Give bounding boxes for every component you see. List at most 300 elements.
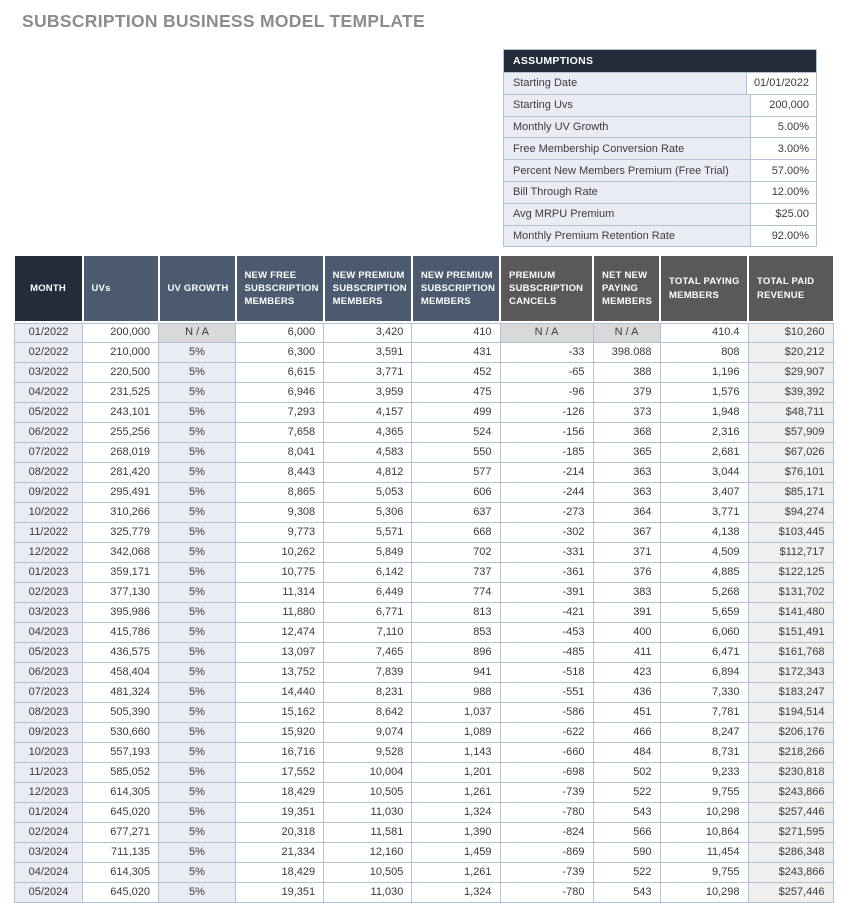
cell-value[interactable]: 5% — [159, 482, 236, 502]
cell-month[interactable]: 05/2023 — [15, 642, 83, 662]
cell-value[interactable]: 522 — [593, 862, 660, 882]
cell-value[interactable]: 11,030 — [324, 882, 412, 902]
cell-value[interactable]: 5% — [159, 662, 236, 682]
cell-month[interactable]: 03/2024 — [15, 842, 83, 862]
cell-value[interactable]: -586 — [500, 702, 593, 722]
cell-value[interactable]: 1,037 — [412, 702, 500, 722]
cell-month[interactable]: 02/2024 — [15, 822, 83, 842]
cell-value[interactable]: 737 — [412, 562, 500, 582]
cell-month[interactable]: 11/2022 — [15, 522, 83, 542]
cell-value[interactable]: 410 — [412, 322, 500, 342]
cell-month[interactable]: 05/2024 — [15, 882, 83, 902]
cell-value[interactable]: 5% — [159, 382, 236, 402]
cell-value[interactable]: 5% — [159, 622, 236, 642]
cell-month[interactable]: 05/2022 — [15, 402, 83, 422]
cell-value[interactable]: 11,880 — [236, 602, 324, 622]
cell-value[interactable]: 7,465 — [324, 642, 412, 662]
cell-month[interactable]: 01/2023 — [15, 562, 83, 582]
cell-value[interactable]: 502 — [593, 762, 660, 782]
cell-value[interactable]: 4,885 — [660, 562, 748, 582]
cell-value[interactable]: $243,866 — [748, 862, 833, 882]
cell-value[interactable]: 8,642 — [324, 702, 412, 722]
cell-value[interactable]: 5% — [159, 642, 236, 662]
cell-value[interactable]: 1,390 — [412, 822, 500, 842]
cell-value[interactable]: 5% — [159, 842, 236, 862]
cell-value[interactable]: 4,157 — [324, 402, 412, 422]
cell-value[interactable]: 310,266 — [83, 502, 159, 522]
cell-value[interactable]: 17,552 — [236, 762, 324, 782]
cell-value[interactable]: 5% — [159, 562, 236, 582]
cell-month[interactable]: 04/2022 — [15, 382, 83, 402]
cell-value[interactable]: 5% — [159, 802, 236, 822]
cell-value[interactable]: -869 — [500, 842, 593, 862]
cell-value[interactable]: 371 — [593, 542, 660, 562]
cell-value[interactable]: 5% — [159, 762, 236, 782]
cell-value[interactable]: 365 — [593, 442, 660, 462]
cell-value[interactable]: 19,351 — [236, 882, 324, 902]
assumption-value[interactable]: 5.00% — [751, 117, 816, 138]
cell-value[interactable]: 5,268 — [660, 582, 748, 602]
cell-value[interactable]: 5% — [159, 862, 236, 882]
cell-month[interactable]: 07/2023 — [15, 682, 83, 702]
cell-value[interactable]: 13,752 — [236, 662, 324, 682]
cell-value[interactable]: 364 — [593, 502, 660, 522]
cell-month[interactable]: 10/2022 — [15, 502, 83, 522]
cell-value[interactable]: -126 — [500, 402, 593, 422]
cell-value[interactable]: 10,298 — [660, 882, 748, 902]
cell-value[interactable]: 210,000 — [83, 342, 159, 362]
cell-value[interactable]: $257,446 — [748, 802, 833, 822]
cell-value[interactable]: 606 — [412, 482, 500, 502]
cell-month[interactable]: 04/2024 — [15, 862, 83, 882]
cell-value[interactable]: 11,581 — [324, 822, 412, 842]
cell-value[interactable]: 711,135 — [83, 842, 159, 862]
cell-value[interactable]: 1,324 — [412, 802, 500, 822]
cell-value[interactable]: 16,716 — [236, 742, 324, 762]
cell-value[interactable]: 10,505 — [324, 862, 412, 882]
cell-value[interactable]: 368 — [593, 422, 660, 442]
cell-value[interactable]: 6,894 — [660, 662, 748, 682]
cell-value[interactable]: 10,505 — [324, 782, 412, 802]
cell-value[interactable]: 6,449 — [324, 582, 412, 602]
cell-value[interactable]: 4,138 — [660, 522, 748, 542]
cell-value[interactable]: 452 — [412, 362, 500, 382]
cell-month[interactable]: 12/2023 — [15, 782, 83, 802]
cell-value[interactable]: $131,702 — [748, 582, 833, 602]
cell-value[interactable]: 9,755 — [660, 862, 748, 882]
cell-value[interactable]: $94,274 — [748, 502, 833, 522]
cell-value[interactable]: 13,097 — [236, 642, 324, 662]
cell-value[interactable]: $206,176 — [748, 722, 833, 742]
cell-value[interactable]: 7,330 — [660, 682, 748, 702]
cell-value[interactable]: $218,266 — [748, 742, 833, 762]
cell-value[interactable]: 3,771 — [324, 362, 412, 382]
cell-month[interactable]: 02/2023 — [15, 582, 83, 602]
cell-value[interactable]: 5% — [159, 882, 236, 902]
cell-value[interactable]: 5% — [159, 402, 236, 422]
cell-value[interactable]: 466 — [593, 722, 660, 742]
cell-value[interactable]: -698 — [500, 762, 593, 782]
cell-value[interactable]: 941 — [412, 662, 500, 682]
cell-month[interactable]: 09/2023 — [15, 722, 83, 742]
cell-value[interactable]: 499 — [412, 402, 500, 422]
cell-value[interactable]: 5,849 — [324, 542, 412, 562]
cell-value[interactable]: 383 — [593, 582, 660, 602]
cell-value[interactable]: 585,052 — [83, 762, 159, 782]
cell-value[interactable]: 566 — [593, 822, 660, 842]
cell-month[interactable]: 01/2022 — [15, 322, 83, 342]
cell-value[interactable]: 7,658 — [236, 422, 324, 442]
cell-value[interactable]: 8,443 — [236, 462, 324, 482]
cell-value[interactable]: 8,731 — [660, 742, 748, 762]
cell-value[interactable]: 388 — [593, 362, 660, 382]
cell-value[interactable]: -214 — [500, 462, 593, 482]
cell-value[interactable]: 1,948 — [660, 402, 748, 422]
cell-value[interactable]: 4,509 — [660, 542, 748, 562]
cell-value[interactable]: 6,142 — [324, 562, 412, 582]
cell-value[interactable]: 1,201 — [412, 762, 500, 782]
cell-value[interactable]: -244 — [500, 482, 593, 502]
cell-value[interactable]: N / A — [500, 322, 593, 342]
cell-value[interactable]: $29,907 — [748, 362, 833, 382]
cell-value[interactable]: 363 — [593, 482, 660, 502]
cell-month[interactable]: 10/2023 — [15, 742, 83, 762]
cell-value[interactable]: 18,429 — [236, 782, 324, 802]
cell-value[interactable]: 4,583 — [324, 442, 412, 462]
cell-value[interactable]: 9,773 — [236, 522, 324, 542]
cell-value[interactable]: $39,392 — [748, 382, 833, 402]
cell-value[interactable]: 200,000 — [83, 322, 159, 342]
cell-value[interactable]: 505,390 — [83, 702, 159, 722]
cell-value[interactable]: 475 — [412, 382, 500, 402]
cell-month[interactable]: 06/2022 — [15, 422, 83, 442]
cell-value[interactable]: -361 — [500, 562, 593, 582]
cell-value[interactable]: 9,074 — [324, 722, 412, 742]
cell-value[interactable]: 2,316 — [660, 422, 748, 442]
cell-month[interactable]: 07/2022 — [15, 442, 83, 462]
assumption-value[interactable]: $25.00 — [751, 204, 816, 225]
cell-value[interactable]: $67,026 — [748, 442, 833, 462]
cell-value[interactable]: 10,262 — [236, 542, 324, 562]
cell-value[interactable]: 415,786 — [83, 622, 159, 642]
cell-value[interactable]: 15,920 — [236, 722, 324, 742]
cell-value[interactable]: 5,306 — [324, 502, 412, 522]
cell-value[interactable]: -780 — [500, 882, 593, 902]
cell-value[interactable]: 1,261 — [412, 782, 500, 802]
cell-value[interactable]: $141,480 — [748, 602, 833, 622]
assumption-value[interactable]: 3.00% — [751, 138, 816, 159]
cell-value[interactable]: 1,261 — [412, 862, 500, 882]
cell-value[interactable]: 614,305 — [83, 782, 159, 802]
assumption-value[interactable]: 57.00% — [751, 160, 816, 181]
table-row — [15, 702, 834, 722]
cell-value[interactable]: 988 — [412, 682, 500, 702]
cell-value[interactable]: 577 — [412, 462, 500, 482]
cell-value[interactable]: 1,324 — [412, 882, 500, 902]
cell-value[interactable]: 5% — [159, 542, 236, 562]
cell-value[interactable]: 1,143 — [412, 742, 500, 762]
cell-value[interactable]: 11,314 — [236, 582, 324, 602]
cell-value[interactable]: 6,771 — [324, 602, 412, 622]
cell-value[interactable]: 1,576 — [660, 382, 748, 402]
cell-value[interactable]: 423 — [593, 662, 660, 682]
cell-value[interactable]: 5% — [159, 422, 236, 442]
cell-value[interactable]: 668 — [412, 522, 500, 542]
cell-month[interactable]: 09/2022 — [15, 482, 83, 502]
cell-value[interactable]: 7,110 — [324, 622, 412, 642]
cell-month[interactable]: 08/2023 — [15, 702, 83, 722]
cell-value[interactable]: -453 — [500, 622, 593, 642]
cell-value[interactable]: -485 — [500, 642, 593, 662]
cell-value[interactable]: 5% — [159, 742, 236, 762]
cell-month[interactable]: 02/2022 — [15, 342, 83, 362]
cell-value[interactable]: 377,130 — [83, 582, 159, 602]
cell-value[interactable]: 7,781 — [660, 702, 748, 722]
cell-value[interactable]: 1,089 — [412, 722, 500, 742]
cell-value[interactable]: 5% — [159, 602, 236, 622]
cell-value[interactable]: $85,171 — [748, 482, 833, 502]
cell-value[interactable]: 451 — [593, 702, 660, 722]
cell-value[interactable]: 9,233 — [660, 762, 748, 782]
cell-value[interactable]: -391 — [500, 582, 593, 602]
cell-value[interactable]: 11,030 — [324, 802, 412, 822]
cell-value[interactable]: -331 — [500, 542, 593, 562]
cell-value[interactable]: 614,305 — [83, 862, 159, 882]
cell-value[interactable]: 373 — [593, 402, 660, 422]
cell-month[interactable]: 03/2023 — [15, 602, 83, 622]
cell-value[interactable]: 231,525 — [83, 382, 159, 402]
cell-value[interactable]: 557,193 — [83, 742, 159, 762]
cell-value[interactable]: 3,771 — [660, 502, 748, 522]
cell-month[interactable]: 06/2023 — [15, 662, 83, 682]
cell-value[interactable]: 14,440 — [236, 682, 324, 702]
cell-value[interactable]: 8,041 — [236, 442, 324, 462]
cell-value[interactable]: 19,351 — [236, 802, 324, 822]
assumption-value[interactable]: 200,000 — [751, 95, 816, 116]
cell-value[interactable]: 6,471 — [660, 642, 748, 662]
cell-value[interactable]: 458,404 — [83, 662, 159, 682]
cell-value[interactable]: 4,365 — [324, 422, 412, 442]
cell-value[interactable]: 5% — [159, 582, 236, 602]
cell-value[interactable]: $48,711 — [748, 402, 833, 422]
cell-value[interactable]: 436 — [593, 682, 660, 702]
cell-value[interactable]: 3,044 — [660, 462, 748, 482]
cell-value[interactable]: 6,300 — [236, 342, 324, 362]
cell-value[interactable]: $172,343 — [748, 662, 833, 682]
cell-value[interactable]: 808 — [660, 342, 748, 362]
cell-value[interactable]: $183,247 — [748, 682, 833, 702]
cell-value[interactable]: 645,020 — [83, 882, 159, 902]
cell-value[interactable]: N / A — [159, 322, 236, 342]
cell-value[interactable]: N / A — [593, 322, 660, 342]
cell-value[interactable]: 543 — [593, 882, 660, 902]
cell-value[interactable]: 10,004 — [324, 762, 412, 782]
cell-value[interactable]: 702 — [412, 542, 500, 562]
cell-value[interactable]: 3,591 — [324, 342, 412, 362]
cell-value[interactable]: $243,866 — [748, 782, 833, 802]
cell-value[interactable]: -33 — [500, 342, 593, 362]
cell-value[interactable]: $161,768 — [748, 642, 833, 662]
cell-month[interactable]: 03/2022 — [15, 362, 83, 382]
cell-value[interactable]: 10,775 — [236, 562, 324, 582]
cell-value[interactable]: 5% — [159, 682, 236, 702]
cell-value[interactable]: 400 — [593, 622, 660, 642]
cell-value[interactable]: -551 — [500, 682, 593, 702]
cell-value[interactable]: 398.088 — [593, 342, 660, 362]
cell-value[interactable]: -780 — [500, 802, 593, 822]
cell-value[interactable]: 5% — [159, 442, 236, 462]
table-row — [15, 722, 834, 742]
cell-value[interactable]: 12,474 — [236, 622, 324, 642]
cell-value[interactable]: $194,514 — [748, 702, 833, 722]
cell-value[interactable]: 10,298 — [660, 802, 748, 822]
cell-month[interactable]: 12/2022 — [15, 542, 83, 562]
cell-month[interactable]: 11/2023 — [15, 762, 83, 782]
cell-value[interactable]: 5% — [159, 822, 236, 842]
cell-value[interactable]: 363 — [593, 462, 660, 482]
cell-value[interactable]: -824 — [500, 822, 593, 842]
cell-month[interactable]: 04/2023 — [15, 622, 83, 642]
cell-value[interactable]: 5% — [159, 702, 236, 722]
cell-value[interactable]: $103,445 — [748, 522, 833, 542]
cell-value[interactable]: 530,660 — [83, 722, 159, 742]
cell-value[interactable]: 4,812 — [324, 462, 412, 482]
cell-value[interactable]: 6,060 — [660, 622, 748, 642]
cell-value[interactable]: 325,779 — [83, 522, 159, 542]
cell-value[interactable]: $271,595 — [748, 822, 833, 842]
cell-value[interactable]: 550 — [412, 442, 500, 462]
cell-value[interactable]: 20,318 — [236, 822, 324, 842]
cell-value[interactable]: -96 — [500, 382, 593, 402]
cell-value[interactable]: 677,271 — [83, 822, 159, 842]
cell-value[interactable]: $112,717 — [748, 542, 833, 562]
cell-value[interactable]: -65 — [500, 362, 593, 382]
cell-value[interactable]: 295,491 — [83, 482, 159, 502]
cell-value[interactable]: 5% — [159, 502, 236, 522]
assumption-value[interactable]: 92.00% — [751, 226, 816, 247]
cell-value[interactable]: $76,101 — [748, 462, 833, 482]
cell-value[interactable]: 342,068 — [83, 542, 159, 562]
cell-value[interactable]: 395,986 — [83, 602, 159, 622]
cell-value[interactable]: 853 — [412, 622, 500, 642]
cell-value[interactable]: 10,864 — [660, 822, 748, 842]
cell-value[interactable]: 379 — [593, 382, 660, 402]
cell-value[interactable]: 5,571 — [324, 522, 412, 542]
cell-value[interactable]: 522 — [593, 782, 660, 802]
cell-value[interactable]: 5,053 — [324, 482, 412, 502]
cell-value[interactable]: 1,196 — [660, 362, 748, 382]
cell-value[interactable]: 8,231 — [324, 682, 412, 702]
cell-value[interactable]: 18,429 — [236, 862, 324, 882]
cell-value[interactable]: $257,446 — [748, 882, 833, 902]
cell-value[interactable]: 7,293 — [236, 402, 324, 422]
cell-value[interactable]: 6,946 — [236, 382, 324, 402]
cell-value[interactable]: 436,575 — [83, 642, 159, 662]
cell-value[interactable]: 481,324 — [83, 682, 159, 702]
cell-value[interactable]: 367 — [593, 522, 660, 542]
cell-value[interactable]: 268,019 — [83, 442, 159, 462]
cell-value[interactable]: 11,454 — [660, 842, 748, 862]
cell-value[interactable]: 5% — [159, 362, 236, 382]
cell-value[interactable]: 3,420 — [324, 322, 412, 342]
cell-value[interactable]: 5% — [159, 522, 236, 542]
cell-value[interactable]: 5% — [159, 342, 236, 362]
cell-value[interactable]: 3,407 — [660, 482, 748, 502]
cell-value[interactable]: 9,755 — [660, 782, 748, 802]
cell-value[interactable]: $151,491 — [748, 622, 833, 642]
cell-value[interactable]: 5% — [159, 722, 236, 742]
cell-value[interactable]: 5,659 — [660, 602, 748, 622]
cell-value[interactable]: 359,171 — [83, 562, 159, 582]
cell-value[interactable]: 220,500 — [83, 362, 159, 382]
cell-value[interactable]: $20,212 — [748, 342, 833, 362]
cell-value[interactable]: -185 — [500, 442, 593, 462]
cell-value[interactable]: 813 — [412, 602, 500, 622]
cell-value[interactable]: 391 — [593, 602, 660, 622]
cell-value[interactable]: -518 — [500, 662, 593, 682]
cell-value[interactable]: $286,348 — [748, 842, 833, 862]
cell-value[interactable]: 774 — [412, 582, 500, 602]
cell-value[interactable]: 12,160 — [324, 842, 412, 862]
cell-value[interactable]: 896 — [412, 642, 500, 662]
cell-value[interactable]: 1,459 — [412, 842, 500, 862]
cell-value[interactable]: 5% — [159, 462, 236, 482]
cell-value[interactable]: 255,256 — [83, 422, 159, 442]
cell-value[interactable]: 411 — [593, 642, 660, 662]
cell-value[interactable]: 243,101 — [83, 402, 159, 422]
cell-value[interactable]: -302 — [500, 522, 593, 542]
cell-month[interactable]: 01/2024 — [15, 802, 83, 822]
cell-value[interactable]: 8,865 — [236, 482, 324, 502]
assumption-value[interactable]: 01/01/2022 — [747, 73, 816, 94]
cell-value[interactable]: 524 — [412, 422, 500, 442]
cell-value[interactable]: $230,818 — [748, 762, 833, 782]
cell-value[interactable]: 637 — [412, 502, 500, 522]
cell-value[interactable]: $57,909 — [748, 422, 833, 442]
cell-value[interactable]: -421 — [500, 602, 593, 622]
cell-value[interactable]: 2,681 — [660, 442, 748, 462]
cell-value[interactable]: 9,308 — [236, 502, 324, 522]
assumption-value[interactable]: 12.00% — [751, 182, 816, 203]
cell-value[interactable]: 484 — [593, 742, 660, 762]
cell-value[interactable]: -739 — [500, 782, 593, 802]
cell-value[interactable]: 9,528 — [324, 742, 412, 762]
cell-value[interactable]: 431 — [412, 342, 500, 362]
cell-value[interactable]: 645,020 — [83, 802, 159, 822]
cell-value[interactable]: -660 — [500, 742, 593, 762]
cell-value[interactable]: 21,334 — [236, 842, 324, 862]
cell-month[interactable]: 08/2022 — [15, 462, 83, 482]
cell-value[interactable]: -156 — [500, 422, 593, 442]
cell-value[interactable]: 281,420 — [83, 462, 159, 482]
cell-value[interactable]: -739 — [500, 862, 593, 882]
cell-value[interactable]: 6,000 — [236, 322, 324, 342]
cell-value[interactable]: -273 — [500, 502, 593, 522]
cell-value[interactable]: 6,615 — [236, 362, 324, 382]
cell-value[interactable]: 7,839 — [324, 662, 412, 682]
cell-value[interactable]: 3,959 — [324, 382, 412, 402]
cell-value[interactable]: 590 — [593, 842, 660, 862]
cell-value[interactable]: 376 — [593, 562, 660, 582]
cell-value[interactable]: $122,125 — [748, 562, 833, 582]
cell-value[interactable]: 543 — [593, 802, 660, 822]
cell-value[interactable]: 15,162 — [236, 702, 324, 722]
cell-value[interactable]: -622 — [500, 722, 593, 742]
cell-value[interactable]: 410.4 — [660, 322, 748, 342]
cell-value[interactable]: $10,260 — [748, 322, 833, 342]
cell-value[interactable]: 8,247 — [660, 722, 748, 742]
cell-value[interactable]: 5% — [159, 782, 236, 802]
